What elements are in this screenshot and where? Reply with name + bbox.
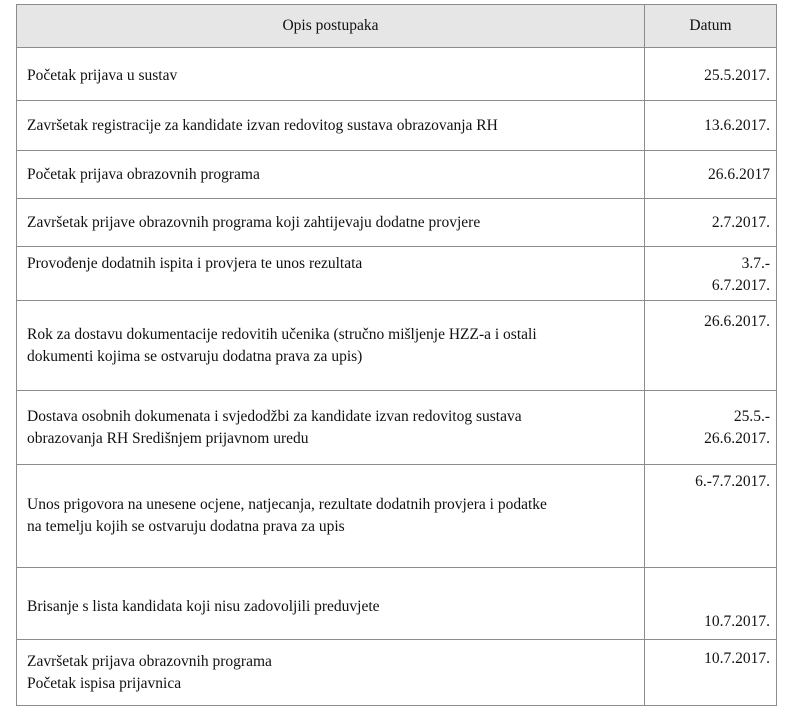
date-line: 2.7.2017.: [711, 213, 770, 231]
row-date: [645, 640, 777, 706]
table-row: [17, 48, 777, 101]
table-row: [17, 568, 777, 640]
row-date: [645, 247, 777, 301]
row-description: [17, 391, 645, 465]
description-line: Početak prijava u sustav: [27, 67, 178, 84]
description-line: Dostava osobnih dokumenata i svjedodžbi za kandidate izvan redovitog sustava: [27, 407, 522, 425]
date-line: 6.7.2017.: [711, 277, 770, 294]
description-line: Provođenje dodatnih ispita i provjera te unos rezultata: [27, 255, 363, 272]
row-description: [17, 568, 645, 640]
header-date: Datum: [645, 5, 777, 48]
row-date: [645, 199, 777, 247]
table-row: [17, 151, 777, 199]
date-line: 26.6.2017.: [704, 429, 770, 447]
row-description: [17, 640, 645, 706]
header-description: Opis postupaka: [17, 5, 645, 48]
date-line: 10.7.2017.: [704, 613, 770, 630]
row-description: [17, 151, 645, 199]
description-line: Završetak prijava obrazovnih programa: [27, 652, 272, 670]
description-line: Unos prigovora na unesene ocjene, natjecanja, rezultate dodatnih provjera i podatke: [27, 496, 547, 513]
row-date: [645, 465, 777, 568]
row-date: [645, 301, 777, 391]
table-row: [17, 391, 777, 465]
row-date: [645, 48, 777, 101]
date-line: 25.5.-: [733, 407, 770, 425]
table-row: [17, 247, 777, 301]
row-date: [645, 151, 777, 199]
description-line: Brisanje s lista kandidata koji nisu zadovoljili preduvjete: [27, 597, 380, 615]
row-description: [17, 101, 645, 151]
date-line: 10.7.2017.: [704, 650, 770, 667]
row-date: [645, 391, 777, 465]
date-line: 6.-7.7.2017.: [695, 473, 770, 490]
header-row: [17, 5, 777, 48]
description-line: Početak prijava obrazovnih programa: [27, 165, 260, 183]
date-line: 3.7.-: [741, 255, 770, 272]
row-description: [17, 247, 645, 301]
table-row: [17, 199, 777, 247]
table-row: [17, 101, 777, 151]
table-row: [17, 301, 777, 391]
row-date: [645, 568, 777, 640]
row-description: [17, 48, 645, 101]
table-row: [17, 465, 777, 568]
row-description: [17, 301, 645, 391]
description-line: na temelju kojih se ostvaruju dodatna prava za upis: [27, 518, 345, 535]
description-line: Rok za dostavu dokumentacije redovitih učenika (stručno mišljenje HZZ-a i ostali: [27, 325, 537, 343]
table-row: [17, 640, 777, 706]
row-date: [645, 101, 777, 151]
description-line: obrazovanja RH Središnjem prijavnom uredu: [27, 429, 309, 447]
description-line: Završetak registracije za kandidate izvan redovitog sustava obrazovanja RH: [27, 116, 498, 134]
description-line: dokumenti kojima se ostvaruju dodatna prava za upis): [27, 347, 363, 365]
date-line: 25.5.2017.: [704, 67, 770, 84]
description-line: Završetak prijave obrazovnih programa koji zahtijevaju dodatne provjere: [27, 213, 481, 231]
description-line: Početak ispisa prijavnica: [27, 674, 182, 692]
date-line: 26.6.2017: [708, 165, 770, 183]
date-line: 13.6.2017.: [704, 116, 770, 134]
date-line: 26.6.2017.: [704, 313, 770, 330]
row-description: [17, 199, 645, 247]
schedule-table: [16, 4, 777, 706]
row-description: [17, 465, 645, 568]
